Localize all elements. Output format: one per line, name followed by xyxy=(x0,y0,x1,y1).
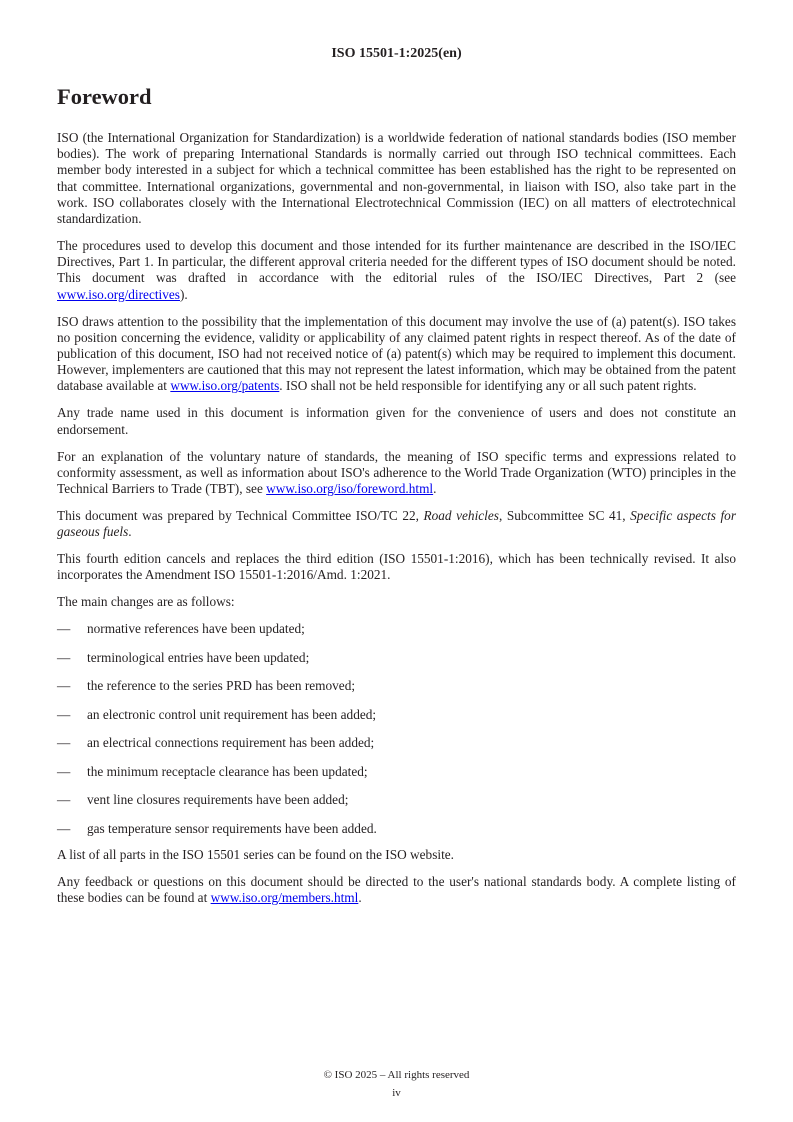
text: . xyxy=(358,890,362,906)
list-item xyxy=(57,650,736,666)
list-item-text: gas temperature sensor requirements have been added. xyxy=(87,820,377,836)
subcommittee-title: Specific aspects for gaseous fuels xyxy=(57,508,736,540)
link-foreword[interactable]: www.iso.org/iso/foreword.html xyxy=(266,481,434,497)
paragraph-voluntary xyxy=(57,449,736,498)
paragraph-procedures xyxy=(57,238,736,303)
link-patents[interactable]: www.iso.org/patents xyxy=(170,378,280,394)
paragraph-committee xyxy=(57,508,736,540)
dash: — xyxy=(57,763,71,779)
text: ISO draws attention to the possibility that the implementation of this document may involve the use of (a) patent(s). ISO takes no position concerning the evidence, validity or applicability of any claimed patent rights in respect thereof. As of the date of publication of this document, ISO had not received notice of (a) patent(s) which may be required to implement this document. However, implementers are cautioned that this may not represent the latest information, which may be obtained from the patent database available at xyxy=(57,313,736,394)
dash: — xyxy=(57,792,71,808)
paragraph-feedback xyxy=(57,874,736,906)
dash: — xyxy=(57,735,71,751)
foreword-body xyxy=(57,130,736,917)
document-header: ISO 15501-1:2025(en) xyxy=(331,46,462,61)
list-item xyxy=(57,621,736,637)
dash: — xyxy=(57,621,71,637)
paragraph-trade-name: Any trade name used in this document is information given for the convenience of users and does not constitute an endorsement. xyxy=(57,405,736,437)
dash: — xyxy=(57,649,71,665)
list-item-text: normative references have been updated; xyxy=(87,621,305,637)
page-footer xyxy=(0,1066,793,1102)
list-item xyxy=(57,764,736,780)
text: This document was prepared by Technical Committee ISO/TC 22, xyxy=(57,508,424,524)
list-item-text: an electrical connections requirement has been added; xyxy=(87,735,375,751)
text: . xyxy=(128,524,132,540)
dash: — xyxy=(57,820,71,836)
paragraph-changes-intro: The main changes are as follows: xyxy=(57,594,235,610)
text: For an explanation of the voluntary nature of standards, the meaning of ISO specific terms and expressions related to conformity assessment, as well as information about ISO's adherence to the World Trade Organization (WTO) principles in the Technical Barriers to Trade (TBT), see xyxy=(57,448,736,497)
link-members[interactable]: www.iso.org/members.html xyxy=(210,890,359,906)
list-item xyxy=(57,821,736,837)
page-number: iv xyxy=(392,1087,401,1099)
list-item xyxy=(57,735,736,751)
text: ). xyxy=(179,286,188,302)
dash: — xyxy=(57,706,71,722)
paragraph-iso-intro: ISO (the International Organization for Standardization) is a worldwide federation of national standards bodies (ISO member bodies). The work of preparing International Standards is normally carried out through ISO technical committees. Each member body interested in a subject for which a technical committee has been established has the right to be represented on that committee. International organizations, governmental and non-governmental, in liaison with ISO, also take part in the work. ISO collaborates closely with the International Electrotechnical Commission (IEC) on all matters of electrotechnical standardization. xyxy=(57,130,736,227)
list-item-text: terminological entries have been updated; xyxy=(87,649,310,665)
committee-title: Road vehicles xyxy=(423,508,499,524)
paragraph-patents xyxy=(57,314,736,395)
link-directives[interactable]: www.iso.org/directives xyxy=(57,286,180,302)
changes-list xyxy=(57,621,736,837)
list-item-text: the reference to the series PRD has been removed; xyxy=(87,678,356,694)
list-item xyxy=(57,792,736,808)
list-item-text: the minimum receptacle clearance has been updated; xyxy=(87,763,368,779)
paragraph-edition: This fourth edition cancels and replaces the third edition (ISO 15501-1:2016), which has been technically revised. It also incorporates the Amendment ISO 15501-1:2016/Amd. 1:2021. xyxy=(57,551,736,583)
text: The procedures used to develop this document and those intended for its further maintenance are described in the ISO/IEC Directives, Part 1. In particular, the different approval criteria needed for the different types of ISO document should be noted. This document was drafted in accordance with the editorial rules of the ISO/IEC Directives, Part 2 (see xyxy=(57,238,736,286)
list-item xyxy=(57,678,736,694)
paragraph-series: A list of all parts in the ISO 15501 series can be found on the ISO website. xyxy=(57,847,454,863)
list-item xyxy=(57,707,736,723)
copyright: © ISO 2025 – All rights reserved xyxy=(323,1069,470,1081)
text: . ISO shall not be held responsible for identifying any or all such patent rights. xyxy=(279,378,697,394)
text: Any feedback or questions on this document should be directed to the user's national standards body. A complete listing of these bodies can be found at xyxy=(57,874,736,906)
dash: — xyxy=(57,678,71,694)
page-title: Foreword xyxy=(57,84,152,109)
list-item-text: vent line closures requirements have been added; xyxy=(87,792,349,808)
text: , Subcommittee SC 41, xyxy=(498,508,631,524)
list-item-text: an electronic control unit requirement has been added; xyxy=(87,706,377,722)
text: . xyxy=(433,481,437,497)
